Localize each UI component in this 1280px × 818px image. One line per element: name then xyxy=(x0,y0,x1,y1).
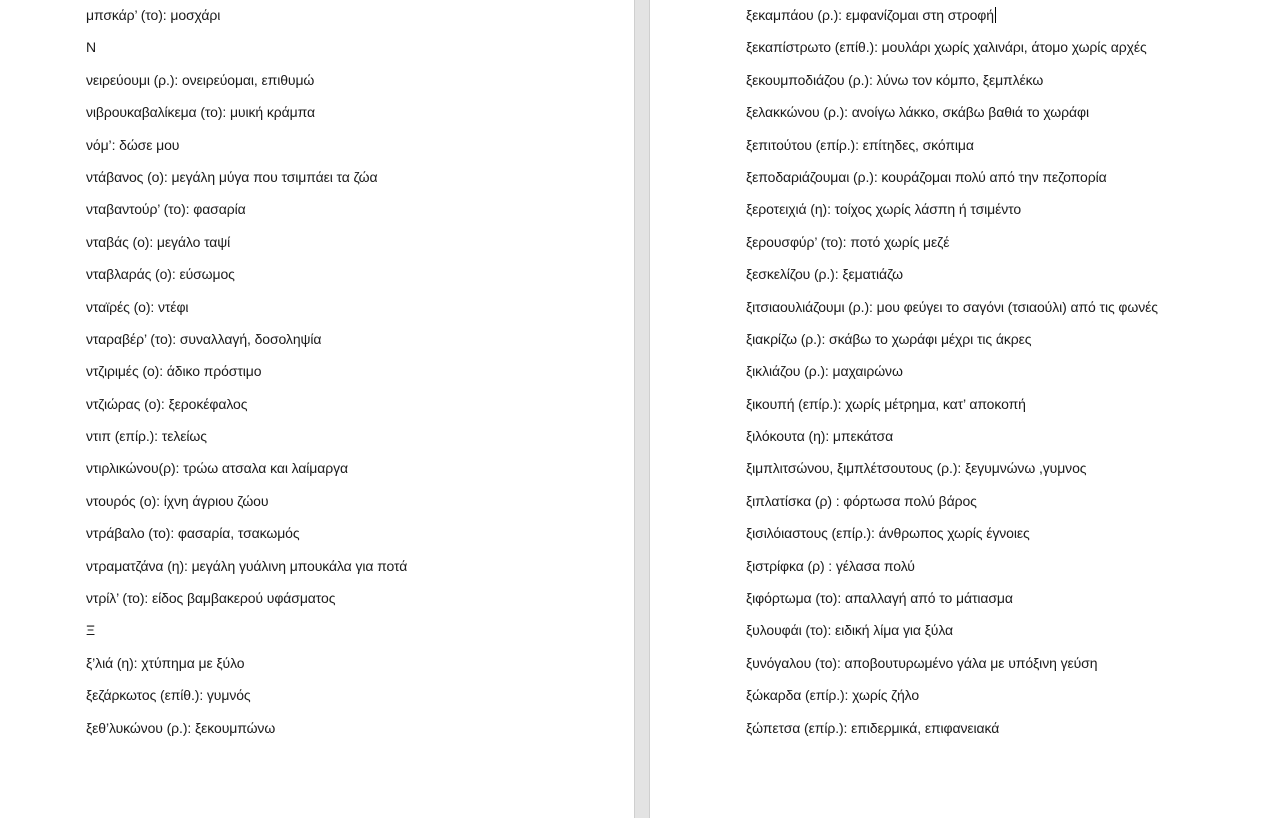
right-entry-list xyxy=(746,5,1158,750)
glossary-entry[interactable]: ξικλιάζου (ρ.): μαχαιρώνω xyxy=(746,363,903,380)
glossary-entry[interactable]: νειρεύουμι (ρ.): ονειρεύομαι, επιθυμώ xyxy=(86,71,315,88)
glossary-entry[interactable]: ξιμπλιτσώνου, ξιμπλέτσουτους (ρ.): ξεγυμνώνω ,γυμνος xyxy=(746,460,1087,477)
page-gutter xyxy=(634,0,650,818)
glossary-entry[interactable]: ντουρός (ο): ίχνη άγριου ζώου xyxy=(86,492,269,509)
glossary-entry[interactable]: ξεπιτούτου (επίρ.): επίτηδες, σκόπιμα xyxy=(746,136,974,153)
glossary-entry[interactable]: ντιρλικώνου(ρ): τρώω ατσαλα και λαίμαργα xyxy=(86,460,349,477)
glossary-entry[interactable]: ντράβαλο (το): φασαρία, τσακωμός xyxy=(86,525,300,542)
glossary-entry[interactable]: ξεποδαριάζουμαι (ρ.): κουράζομαι πολύ από την πεζοπορία xyxy=(746,168,1107,185)
glossary-entry[interactable]: νταραβέρ’ (το): συναλλαγή, δοσοληψία xyxy=(86,330,322,347)
glossary-entry[interactable]: νιβρουκαβαλίκεμα (το): μυική κράμπα xyxy=(86,104,315,121)
glossary-entry[interactable]: ξικουπή (επίρ.): χωρίς μέτρημα, κατ’ αποκοπή xyxy=(746,395,1026,412)
glossary-entry[interactable]: ξυλουφάι (το): ειδική λίμα για ξύλα xyxy=(746,622,954,639)
glossary-entry[interactable]: ντραματζάνα (η): μεγάλη γυάλινη μπουκάλα για ποτά xyxy=(86,557,408,574)
glossary-entry[interactable]: ξεζάρκωτος (επίθ.): γυμνός xyxy=(86,687,251,704)
glossary-entry[interactable]: ξεκουμποδιάζου (ρ.): λύνω τον κόμπο, ξεμπλέκω xyxy=(746,71,1044,88)
glossary-entry[interactable]: ξιπλατίσκα (ρ) : φόρτωσα πολύ βάρος xyxy=(746,492,977,509)
right-page[interactable] xyxy=(650,0,1280,818)
glossary-entry[interactable]: ξιτσιαουλιάζουμι (ρ.): μου φεύγει το σαγόνι (τσιαούλι) από τις φωνές xyxy=(746,298,1158,315)
left-entry-list xyxy=(86,5,407,750)
glossary-entry[interactable]: νταβλαράς (ο): εύσωμος xyxy=(86,266,235,283)
glossary-entry[interactable]: ξεροτειχιά (η): τοίχος χωρίς λάσπη ή τσιμέντο xyxy=(746,201,1022,218)
glossary-entry[interactable]: Ν xyxy=(86,39,97,56)
glossary-entry[interactable]: ντάβανος (ο): μεγάλη μύγα που τσιμπάει τα ζώα xyxy=(86,168,378,185)
glossary-entry[interactable]: ξεκαπίστρωτο (επίθ.): μουλάρι χωρίς χαλινάρι, άτομο χωρίς αρχές xyxy=(746,39,1147,56)
glossary-entry[interactable]: Ξ xyxy=(86,622,95,639)
left-page[interactable] xyxy=(0,0,634,818)
glossary-entry[interactable]: ξυνόγαλου (το): αποβουτυρωμένο γάλα με υπόξινη γεύση xyxy=(746,654,1098,671)
glossary-entry[interactable]: ξιστρίφκα (ρ) : γέλασα πολύ xyxy=(746,557,915,574)
glossary-entry[interactable]: ξερουσφύρ’ (το): ποτό χωρίς μεζέ xyxy=(746,233,950,250)
glossary-entry[interactable]: μπσκάρ’ (το): μοσχάρι xyxy=(86,7,221,23)
glossary-entry[interactable]: ξελακκώνου (ρ.): ανοίγω λάκκο, σκάβω βαθιά το χωράφι xyxy=(746,104,1089,121)
glossary-entry[interactable]: ντρίλ’ (το): είδος βαμβακερού υφάσματος xyxy=(86,590,336,607)
glossary-entry[interactable]: ξεσκελίζου (ρ.): ξεματιάζω xyxy=(746,266,903,283)
glossary-entry[interactable]: ξιακρίζω (ρ.): σκάβω το χωράφι μέχρι τις άκρες xyxy=(746,330,1032,347)
glossary-entry[interactable]: ξώπετσα (επίρ.): επιδερμικά, επιφανειακά xyxy=(746,719,1000,736)
glossary-entry[interactable]: ξεθ’λυκώνου (ρ.): ξεκουμπώνω xyxy=(86,719,276,736)
glossary-entry[interactable]: ξ’λιά (η): χτύπημα με ξύλο xyxy=(86,654,245,671)
glossary-entry[interactable]: ξεκαμπάου (ρ.): εμφανίζομαι στη στροφή xyxy=(746,7,994,23)
glossary-entry[interactable]: ξιφόρτωμα (το): απαλλαγή από το μάτιασμα xyxy=(746,590,1013,607)
glossary-entry[interactable]: νόμ’: δώσε μου xyxy=(86,136,180,153)
glossary-entry[interactable]: νταβαντούρ’ (το): φασαρία xyxy=(86,201,246,218)
glossary-entry[interactable]: ντζιριμές (ο): άδικο πρόστιμο xyxy=(86,363,262,380)
glossary-entry[interactable]: νταϊρές (ο): ντέφι xyxy=(86,298,189,315)
glossary-entry[interactable]: ξισιλόιαστους (επίρ.): άνθρωπος χωρίς έγνοιες xyxy=(746,525,1030,542)
glossary-entry[interactable]: νταβάς (ο): μεγάλο ταψί xyxy=(86,233,231,250)
glossary-entry[interactable]: ντζιώρας (ο): ξεροκέφαλος xyxy=(86,395,248,412)
text-cursor xyxy=(995,7,996,23)
glossary-entry[interactable]: ξιλόκουτα (η): μπεκάτσα xyxy=(746,428,894,445)
glossary-entry[interactable]: ντιπ (επίρ.): τελείως xyxy=(86,428,207,445)
glossary-entry[interactable]: ξώκαρδα (επίρ.): χωρίς ζήλο xyxy=(746,687,920,704)
